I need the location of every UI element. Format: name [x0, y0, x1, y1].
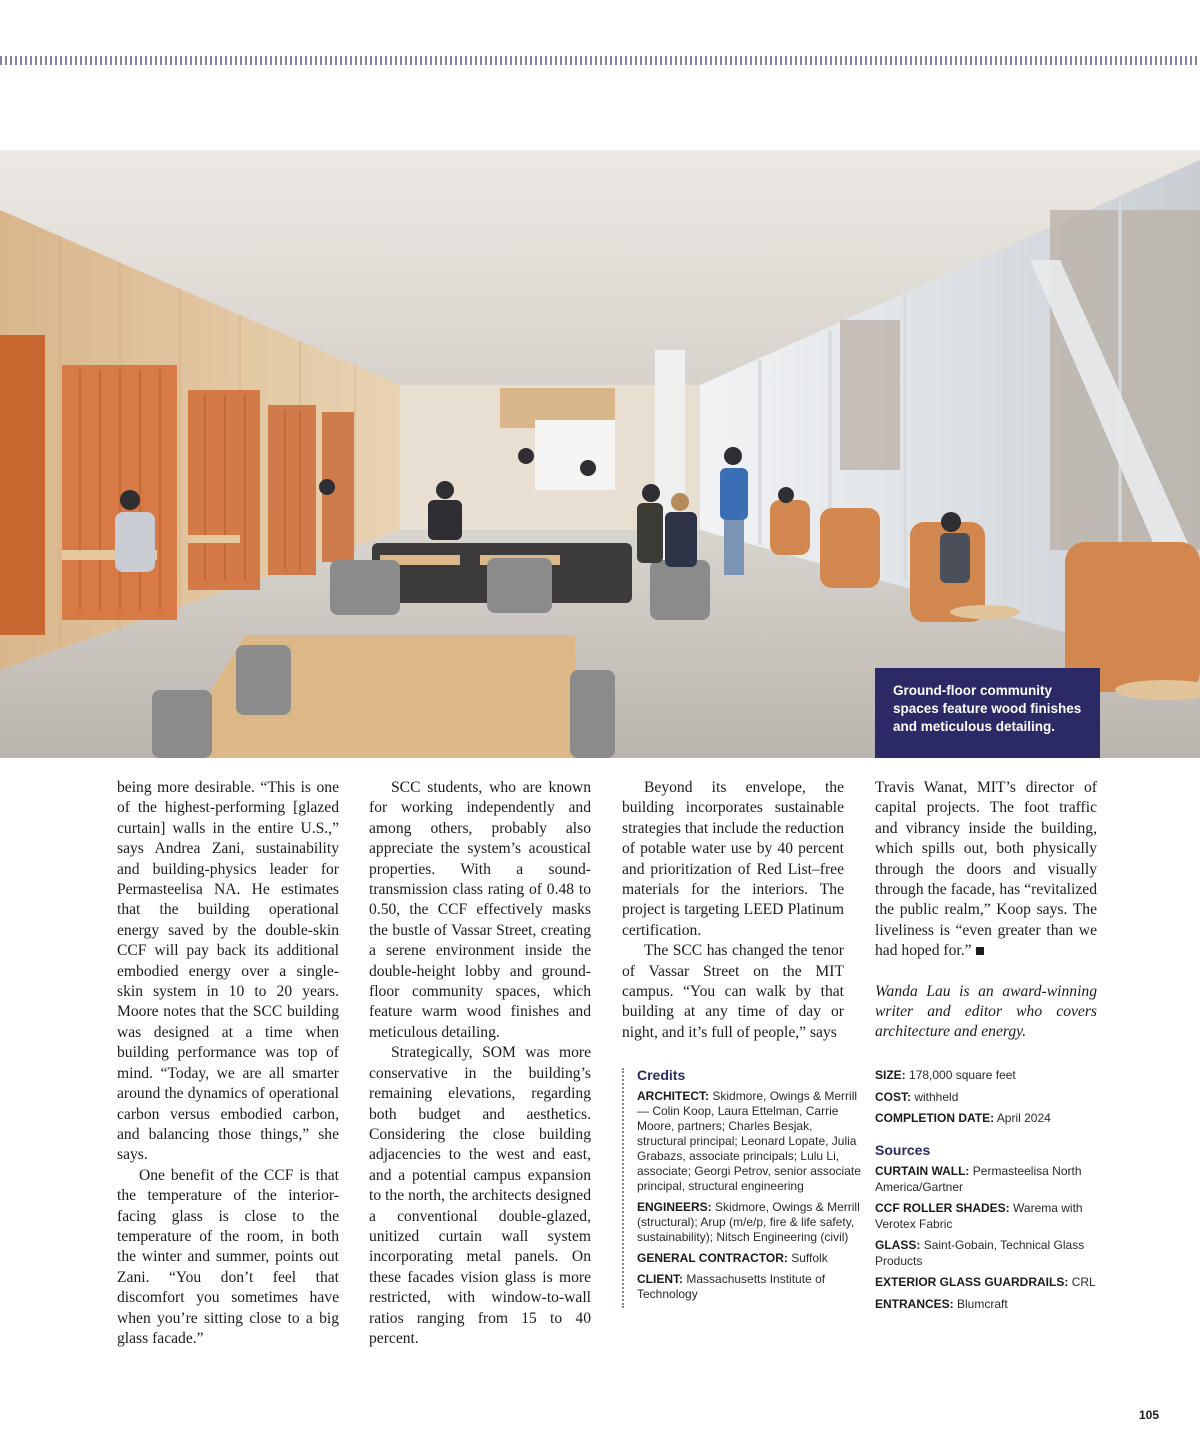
source-entry	[875, 1297, 1100, 1313]
article-column-4	[875, 778, 1097, 1043]
sources-heading: Sources	[875, 1141, 931, 1158]
article-column-2	[369, 778, 591, 1349]
source-label: ENTRANCES:	[875, 1296, 954, 1311]
spec-value: 178,000 square feet	[909, 1068, 1016, 1082]
credit-value: Skidmore, Owings & Merrill — Colin Koop, Laura Ettelman, Carrie Moore, partners; Charles Besjak, structural principal; Leonard Lopate, Julia Grabazs, associate principals; Lulu Li, associate; Georgi Petrov, senior associate principal, structural engineering	[637, 1089, 861, 1193]
photo-icon	[0, 150, 1200, 758]
spec-value: withheld	[914, 1089, 959, 1104]
photo-caption: Ground-floor community spaces feature wood finishes and meticulous detailing.	[875, 668, 1100, 758]
interior-photo	[0, 150, 1200, 758]
source-value: Warema with Verotex Fabric	[875, 1201, 1083, 1231]
source-value: Blumcraft	[957, 1296, 1008, 1311]
spec-label: COST:	[875, 1089, 911, 1104]
credit-label: ENGINEERS:	[637, 1200, 712, 1214]
article-column-3	[622, 778, 844, 1043]
paragraph	[875, 778, 1097, 962]
credit-label: GENERAL CONTRACTOR:	[637, 1251, 788, 1265]
source-value: Saint-Gobain, Technical Glass Products	[875, 1238, 1085, 1268]
credit-entry	[637, 1251, 862, 1266]
source-entry	[875, 1238, 1100, 1269]
source-entry	[875, 1275, 1100, 1291]
page-number: 105	[1139, 1408, 1160, 1422]
source-entry	[875, 1201, 1100, 1232]
credit-label: CLIENT:	[637, 1272, 683, 1286]
credit-value: Massachusetts Institute of Technology	[637, 1272, 826, 1301]
spec-entry	[875, 1111, 1100, 1127]
source-label: CCF ROLLER SHADES:	[875, 1201, 1010, 1215]
spec-label: SIZE:	[875, 1068, 906, 1082]
source-value: CRL	[1071, 1275, 1096, 1289]
paragraph: One benefit of the CCF is that the temperature of the interior-facing glass is close to the temperature of the room, in both the winter and summer, points out Zani. “You don’t feel that discomfort you sometimes have when you’re sitting close to a big glass facade.”	[117, 1166, 339, 1347]
credit-entry	[637, 1272, 862, 1302]
closing-text: Travis Wanat, MIT’s director of capital projects. The foot traffic and vibrancy inside the building, which spills out, both physically through the doors and visually through the facade, has “revitalized the public realm,” Koop says. The liveliness is “even greater than we had hoped for.”	[875, 779, 1097, 960]
source-value: Permasteelisa North America/Gartner	[875, 1164, 1082, 1194]
credits-box	[622, 1068, 862, 1308]
article-column-1	[117, 778, 339, 1349]
source-entry	[875, 1164, 1100, 1195]
credit-entry	[637, 1089, 862, 1194]
credit-value: Skidmore, Owings & Merrill (structural); Arup (m/e/p, fire & life safety, sustainability); Nitsch Engineering (civil)	[637, 1200, 860, 1244]
source-label: CURTAIN WALL:	[875, 1164, 970, 1178]
author-bio: Wanda Lau is an award-winning writer and editor who covers architecture and energy.	[875, 982, 1097, 1041]
paragraph: SCC students, who are known for working independently and among others, probably also appreciate the system’s acoustical properties. With a sound-transmission class rating of 0.48 to 0.50, the CCF effectively masks the bustle of Vassar Street, creating a serene environment inside the double-height lobby and ground-floor community spaces, which feature warm wood finishes and meticulous detailing.	[369, 779, 591, 1041]
end-mark-icon	[976, 947, 984, 955]
source-label: EXTERIOR GLASS GUARDRAILS:	[875, 1275, 1069, 1289]
paragraph: being more desirable. “This is one of the highest-performing [glazed curtain] walls in the entire U.S.,” says Andrea Zani, sustainability and building-physics leader for Permasteelisa NA. He estimates that the building operational energy saved by the double-skin CCF will pay back its additional embodied energy over a single-skin system in 10 to 20 years. Moore notes that the SCC building was designed at a time when building performance was top of mind. “Today, we are all smarter around the dynamics of operational carbon versus embodied carbon, and balancing those things,” she says.	[117, 779, 339, 1164]
top-decorative-rule	[0, 56, 1200, 65]
credit-label: ARCHITECT:	[637, 1089, 709, 1103]
credits-heading: Credits	[637, 1067, 686, 1083]
spec-entry	[875, 1068, 1100, 1084]
credit-entry	[637, 1200, 862, 1245]
source-label: GLASS:	[875, 1238, 921, 1252]
spec-entry	[875, 1090, 1100, 1106]
paragraph: The SCC has changed the tenor of Vassar Street on the MIT campus. “You can walk by that building at any time of day or night, and it’s full of people,” says	[622, 942, 844, 1041]
credit-value: Suffolk	[791, 1251, 828, 1265]
spec-value: April 2024	[996, 1111, 1051, 1125]
spec-label: COMPLETION DATE:	[875, 1111, 995, 1125]
paragraph: Strategically, SOM was more conservative in the building’s remaining elevations, regarding both budget and aesthetics. Considering the close building adjacencies to the west and east, and a potential campus expansion to the north, the architects designed a conventional double-glazed, unitized curtain wall system incorporating metal panels. On these facades vision glass is more restricted, with window-to-wall ratios ranging from 15 to 40 percent.	[369, 1044, 591, 1347]
project-specs	[875, 1068, 1100, 1318]
paragraph: Beyond its envelope, the building incorporates sustainable strategies that include the reduction of potable water use by 40 percent and prioritization of Red List–free materials for the interiors. The project is targeting LEED Platinum certification.	[622, 779, 844, 939]
